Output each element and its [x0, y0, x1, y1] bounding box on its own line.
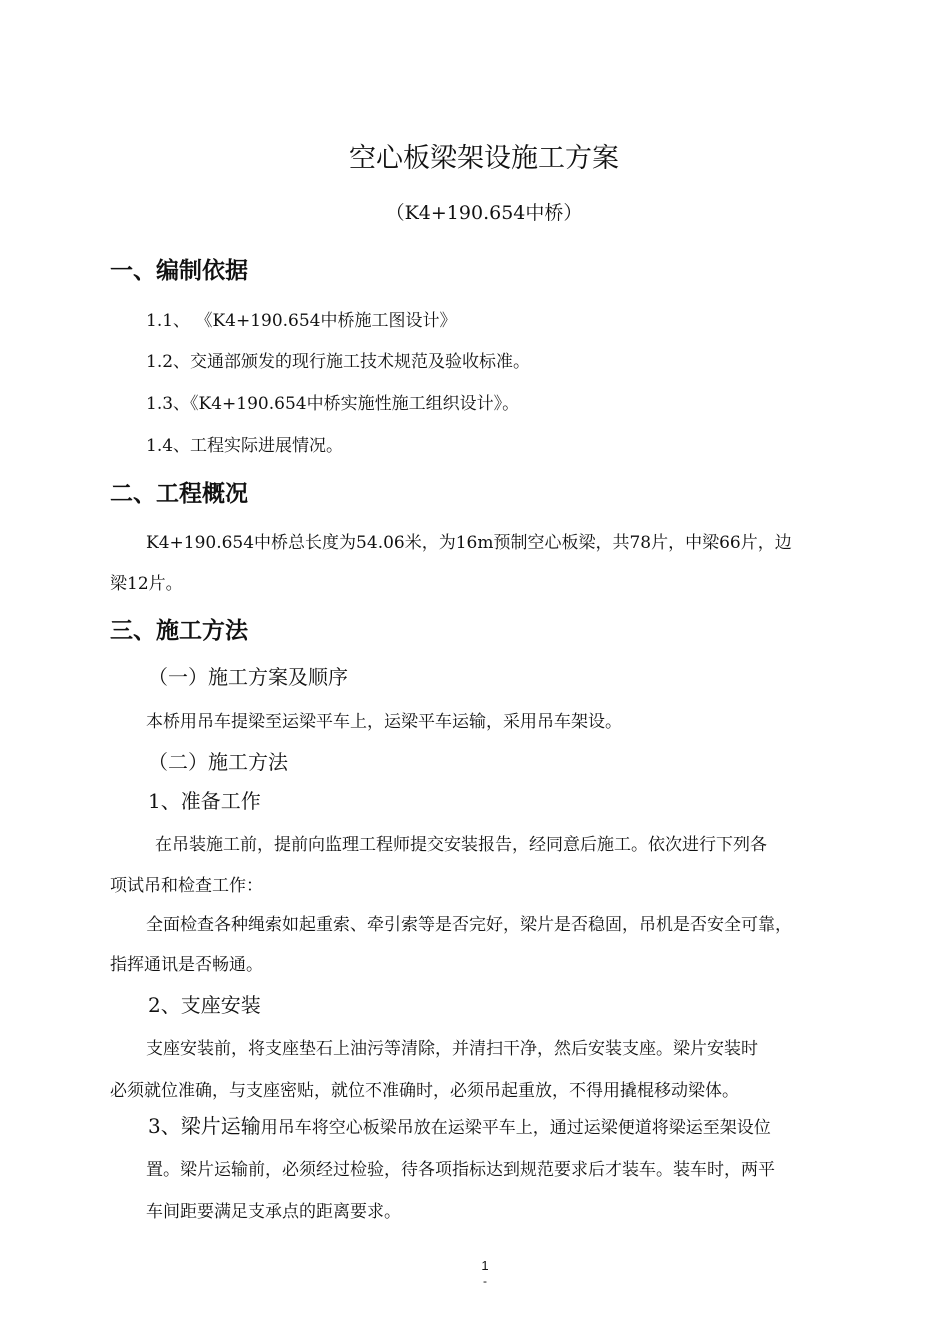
- list-item: 1.2、交通部颁发的现行施工技术规范及验收标准。: [146, 352, 531, 372]
- page-number: 1: [481, 1258, 489, 1273]
- document-title: 空心板梁架设施工方案: [349, 143, 619, 174]
- list-item: 1.3、《K4+190.654中桥实施性施工组织设计》。: [146, 394, 520, 414]
- step-heading: 3、梁片运输: [148, 1114, 261, 1138]
- paragraph-line: 用吊车将空心板梁吊放在运梁平车上，通过运梁便道将梁运至架设位: [260, 1118, 771, 1138]
- paragraph-line: K4+190.654中桥总长度为54.06米，为16m预制空心板梁，共78片，中梁66片，边: [146, 533, 792, 553]
- page-footer-dash: -: [483, 1274, 487, 1288]
- paragraph-line: 在吊装施工前，提前向监理工程师提交安装报告，经同意后施工。依次进行下列各: [155, 835, 767, 855]
- section-heading-basis: 一、编制依据: [110, 258, 248, 284]
- step-heading: 1、准备工作: [148, 789, 261, 813]
- step3-line: [148, 1110, 771, 1139]
- list-item: 1.1、 《K4+190.654中桥施工图设计》: [146, 311, 457, 331]
- section-heading-overview: 二、工程概况: [110, 481, 248, 507]
- paragraph-line: 项试吊和检查工作：: [110, 876, 263, 896]
- paragraph-line: 全面检查各种绳索如起重索、牵引索等是否完好，梁片是否稳固，吊机是否安全可靠，: [146, 915, 792, 935]
- section-heading-method: 三、施工方法: [110, 618, 248, 644]
- paragraph-line: 置。梁片运输前，必须经过检验，待各项指标达到规范要求后才装车。装车时，两平: [146, 1160, 775, 1180]
- paragraph-line: 支座安装前，将支座垫石上油污等清除，并清扫干净，然后安装支座。梁片安装时: [146, 1039, 758, 1059]
- paragraph-line: 必须就位准确，与支座密贴，就位不准确时，必须吊起重放，不得用撬棍移动梁体。: [110, 1081, 739, 1101]
- paragraph-line: 车间距要满足支承点的距离要求。: [146, 1202, 401, 1222]
- subsection-heading: （二）施工方法: [148, 750, 288, 774]
- subsection-heading: （一）施工方案及顺序: [148, 665, 348, 689]
- document-subtitle: （K4+190.654中桥）: [385, 202, 583, 224]
- step-heading: 2、支座安装: [148, 993, 261, 1017]
- list-item: 1.4、工程实际进展情况。: [146, 436, 344, 456]
- paragraph-line: 指挥通讯是否畅通。: [110, 955, 263, 975]
- paragraph-line: 本桥用吊车提梁至运梁平车上，运梁平车运输，采用吊车架设。: [146, 712, 622, 732]
- paragraph-line: 梁12片。: [110, 574, 183, 594]
